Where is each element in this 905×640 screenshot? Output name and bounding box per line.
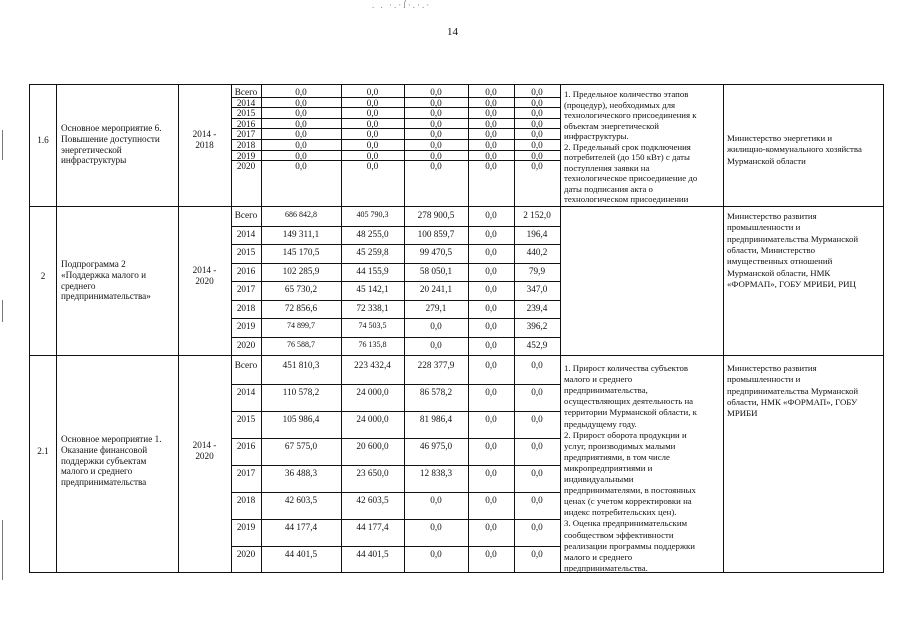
amount-cell: 42 603,5 [284,495,318,505]
item-number: 2.1 [37,446,49,456]
executor-line: имущественных отношений [727,256,833,267]
amount-cell: 72 856,6 [284,302,318,313]
amount-cell: 0,0 [295,87,307,97]
amount-cell: 58 050,1 [419,265,453,276]
executor-line: Мурманской области, НМК [727,267,831,278]
indicator-line: микропредприятиями и [564,462,653,473]
indicator-line: малого и среднего [564,374,633,385]
amount-cell: 0,0 [366,108,379,119]
amount-cell: 0,0 [430,97,442,108]
amount-cell: 145 170,5 [282,247,320,257]
amount-cell: 0,0 [531,129,543,140]
item-number: 1.6 [37,135,49,145]
amount-cell: 0,0 [485,360,497,370]
item-name-line: энергетической [61,144,122,155]
amount-cell: 99 470,5 [419,247,453,257]
amount-cell: 0,0 [485,228,497,239]
amount-cell: 44 177,4 [356,522,389,532]
amount-cell: 100 859,7 [417,228,455,239]
column-divider [56,207,57,355]
executor-line: предпринимательства Мурманской [727,385,859,396]
executor-line: области, Министерство [727,244,816,255]
amount-cell: 0,0 [295,97,307,108]
amount-cell: 0,0 [430,118,442,129]
amount-cell: 46 975,0 [419,441,453,451]
item-name-line: предпринимательства [61,477,147,488]
amount-cell: 86 578,2 [419,387,453,397]
year-cell: 2018 [236,302,256,313]
amount-cell: 20 600,0 [356,441,389,451]
amount-cell: 102 285,9 [282,265,320,276]
column-divider [723,85,724,206]
indicator-line: услуг, производимых малыми [564,440,676,451]
amount-cell: 279,1 [425,302,447,313]
indicator-line: 2. Прирост оборота продукции и [564,429,687,440]
item-period: 2020 [195,276,214,286]
item-period: 2014 - [192,129,217,139]
year-cell: 2020 [236,549,256,559]
item-name-line: малого и среднего [61,466,133,477]
amount-cell: 48 255,0 [356,228,389,239]
amount-cell: 2 152,0 [523,210,551,220]
indicator-line: предпринимательства, [564,385,648,396]
scan-artifact: . . ·.·ẛ·.·.· [372,0,432,10]
year-cell: 2014 [236,97,256,108]
amount-cell: 44 401,5 [284,549,318,559]
executor-line: МРИБИ [727,408,758,419]
amount-cell: 149 311,1 [282,228,320,239]
year-cell: 2018 [236,140,256,150]
amount-cell: 0,0 [430,87,442,97]
year-cell: 2019 [236,522,256,532]
amount-cell: 0,0 [485,522,497,532]
executor-line: промышленности и [727,374,801,385]
row-divider [231,226,560,227]
amount-cell: 0,0 [366,150,379,161]
scan-edge-mark [2,300,3,322]
amount-cell: 44 177,4 [284,522,318,532]
amount-cell: 0,0 [485,265,497,276]
year-cell: Всего [234,87,258,97]
item-name-line: «Поддержка малого и [61,269,147,280]
amount-cell: 440,2 [526,247,548,257]
amount-cell: 0,0 [366,161,379,172]
amount-cell: 405 790,3 [356,210,389,219]
amount-cell: 451 810,3 [282,360,320,370]
executor-line: промышленности и [727,222,801,233]
amount-cell: 0,0 [430,339,442,350]
amount-cell: 72 338,1 [356,302,389,313]
amount-cell: 76 588,7 [287,339,315,349]
scan-edge-mark [2,520,3,580]
item-name-line: Оказание финансовой [61,444,148,455]
amount-cell: 36 488,3 [284,468,318,478]
amount-cell: 20 241,1 [419,284,453,294]
column-divider [723,356,724,573]
year-cell: 2017 [236,129,256,140]
amount-cell: 12 838,3 [419,468,453,478]
indicator-line: индекс потребительских цен). [564,507,677,518]
amount-cell: 45 142,1 [356,284,389,294]
amount-cell: 223 432,4 [354,360,391,370]
amount-cell: 228 377,9 [417,360,455,370]
indicator-line: инфраструктуры. [564,131,629,141]
indicator-line: предыдущему году. [564,418,637,429]
executor-line: предпринимательства Мурманской [727,233,859,244]
year-cell: 2017 [236,468,256,478]
indicator-line: технологического присоединения к [564,110,697,120]
amount-cell: 0,0 [531,87,543,97]
amount-cell: 0,0 [485,321,497,331]
row-divider [231,546,560,547]
indicator-line: индивидуальными [564,474,634,484]
amount-cell: 0,0 [531,118,543,129]
amount-cell: 67 575,0 [284,441,318,451]
amount-cell: 0,0 [531,108,543,119]
amount-cell: 0,0 [485,108,497,119]
table-section [30,85,883,207]
amount-cell: 0,0 [366,118,379,129]
year-cell: Всего [234,360,258,370]
amount-cell: 0,0 [485,247,497,257]
indicator-line: территории Мурманской области, к [564,407,697,418]
amount-cell: 0,0 [485,210,497,220]
amount-cell: 278 900,5 [417,210,455,220]
item-name-line: среднего [61,280,96,291]
amount-cell: 686 842,8 [285,210,317,219]
row-divider [231,384,560,385]
amount-cell: 0,0 [485,339,497,350]
row-divider [231,263,560,264]
amount-cell: 0,0 [295,150,307,161]
amount-cell: 24 000,0 [356,387,389,397]
indicator-line: объектам энергетической [564,120,660,131]
amount-cell: 0,0 [485,302,497,313]
year-cell: 2016 [236,265,256,276]
amount-cell: 0,0 [485,97,497,108]
amount-cell: 0,0 [430,129,442,140]
amount-cell: 0,0 [485,468,497,478]
amount-cell: 45 259,8 [356,247,389,257]
item-period: 2014 - [192,440,217,450]
amount-cell: 0,0 [531,161,543,172]
row-divider [231,492,560,493]
year-cell: 2016 [236,441,256,451]
executor-line: Министерство развития [727,211,817,221]
indicator-line: малого и среднего [564,551,633,562]
amount-cell: 0,0 [430,495,442,505]
executor-line: Министерство развития [727,363,817,373]
indicator-line: 2. Предельный срок подключения [564,141,691,152]
year-cell: Всего [234,210,258,220]
amount-cell: 110 578,2 [282,387,320,397]
item-name-line: Подпрограмма 2 [61,259,126,269]
item-name-line: Основное мероприятие 1. [61,434,162,444]
amount-cell: 0,0 [430,522,442,532]
indicator-line: 1. Прирост количества субъектов [564,363,689,373]
indicator-line: осуществляющих деятельность на [564,396,694,407]
amount-cell: 0,0 [531,468,543,478]
executor-line: области, НМК «ФОРМАП», ГОБУ [727,396,858,407]
amount-cell: 0,0 [366,129,379,140]
item-period: 2014 - [192,265,217,275]
item-period: 2018 [195,140,214,150]
row-divider [231,465,560,466]
amount-cell: 0,0 [295,118,307,129]
amount-cell: 23 650,0 [356,468,389,478]
indicator-line: поступления заявки на [564,162,650,173]
amount-cell: 0,0 [295,161,307,172]
row-divider [231,519,560,520]
amount-cell: 0,0 [485,129,497,140]
amount-cell: 0,0 [430,549,442,559]
amount-cell: 0,0 [531,495,543,505]
amount-cell: 0,0 [531,387,543,397]
row-divider [231,300,560,301]
amount-cell: 396,2 [526,321,548,331]
amount-cell: 0,0 [485,414,497,424]
indicator-line: реализации программы поддержки [564,540,696,551]
amount-cell: 0,0 [531,150,543,161]
indicator-line: (процедур), необходимых для [564,99,676,110]
table-section [30,356,883,573]
amount-cell: 0,0 [485,284,497,294]
amount-cell: 42 603,5 [356,495,389,505]
item-name-line: Основное мероприятие 6. [61,123,162,133]
amount-cell: 239,4 [526,302,548,313]
year-cell: 2015 [236,108,256,119]
amount-cell: 79,9 [528,265,546,276]
indicator-line: ценах (с учетом корректировки на [564,496,692,507]
item-name-line: инфраструктуры [61,155,127,166]
amount-cell: 76 135,8 [358,339,387,349]
column-divider [560,356,561,573]
row-divider [231,411,560,412]
amount-cell: 65 730,2 [284,284,318,294]
amount-cell: 0,0 [531,549,543,559]
indicator-line: предпринимателями, в постоянных [564,485,696,496]
amount-cell: 0,0 [531,97,543,108]
year-cell: 2015 [236,247,256,257]
amount-cell: 0,0 [531,360,543,370]
item-number: 2 [40,271,46,281]
indicator-line: 3. Оценка предпринимательским [564,518,688,529]
amount-cell: 0,0 [430,161,442,172]
year-cell: 2020 [236,161,256,172]
column-divider [723,207,724,355]
amount-cell: 81 986,4 [419,414,453,424]
indicator-line: технологическом присоединении [564,194,689,204]
year-cell: 2020 [236,339,256,350]
table-section [30,207,883,356]
year-cell: 2019 [236,321,256,331]
amount-cell: 0,0 [295,108,307,119]
row-divider [231,438,560,439]
executor-line: «ФОРМАП», ГОБУ МРИБИ, РИЦ [727,278,856,289]
amount-cell: 0,0 [430,321,442,331]
amount-cell: 0,0 [485,549,497,559]
amount-cell: 0,0 [531,441,543,451]
indicator-line: потребителей (до 150 кВт) с даты [564,152,690,162]
column-divider [560,85,561,206]
amount-cell: 74 503,5 [358,321,387,330]
amount-cell: 452,9 [526,339,548,350]
amount-cell: 0,0 [531,522,543,532]
indicator-line: сообществом эффективности [564,529,674,540]
amount-cell: 0,0 [430,108,442,119]
amount-cell: 0,0 [531,140,543,150]
amount-cell: 0,0 [485,161,497,172]
amount-cell: 0,0 [295,129,307,140]
amount-cell: 105 986,4 [282,414,320,424]
executor-line: жилищно-коммунального хозяйства [727,144,862,155]
executor-line: Мурманской области [727,155,806,166]
row-divider [231,318,560,319]
amount-cell: 0,0 [485,150,497,161]
indicator-line: предпринимательства. [564,562,648,573]
executor-line: Министерство энергетики и [727,133,833,143]
indicator-line: даты подписания акта о [564,183,653,194]
amount-cell: 0,0 [485,387,497,397]
amount-cell: 0,0 [430,140,442,150]
year-cell: 2014 [236,387,256,397]
year-cell: 2019 [236,150,256,161]
amount-cell: 0,0 [366,140,379,150]
amount-cell: 0,0 [531,414,543,424]
row-divider [231,281,560,282]
amount-cell: 44 155,9 [356,265,389,276]
amount-cell: 44 401,5 [356,549,389,559]
amount-cell: 24 000,0 [356,414,389,424]
amount-cell: 0,0 [366,87,379,97]
year-cell: 2016 [236,118,256,129]
year-cell: 2015 [236,414,256,424]
column-divider [560,207,561,355]
scan-edge-mark [2,130,3,160]
amount-cell: 0,0 [485,495,497,505]
amount-cell: 0,0 [485,118,497,129]
amount-cell: 0,0 [485,441,497,451]
row-divider [231,244,560,245]
item-name-line: предпринимательства» [61,291,151,302]
amount-cell: 347,0 [526,284,548,294]
item-name-line: Повышение доступности [61,133,160,144]
indicator-line: предприятиями, в том числе [564,451,670,462]
column-divider [56,356,57,573]
item-name-line: поддержки субъектам [61,455,147,466]
year-cell: 2018 [236,495,256,505]
amount-cell: 0,0 [485,140,497,150]
indicator-line: 1. Предельное количество этапов [564,89,689,99]
amount-cell: 74 899,7 [287,321,315,330]
item-period: 2020 [195,451,214,461]
program-table [29,84,884,573]
amount-cell: 0,0 [295,140,307,150]
year-cell: 2017 [236,284,256,294]
indicator-line: технологическое присоединение до [564,173,698,183]
row-divider [231,337,560,338]
column-divider [56,85,57,206]
amount-cell: 196,4 [526,228,548,239]
amount-cell: 0,0 [366,97,379,108]
amount-cell: 0,0 [485,87,497,97]
page-number: 14 [447,26,458,38]
amount-cell: 0,0 [430,150,442,161]
year-cell: 2014 [236,228,256,239]
